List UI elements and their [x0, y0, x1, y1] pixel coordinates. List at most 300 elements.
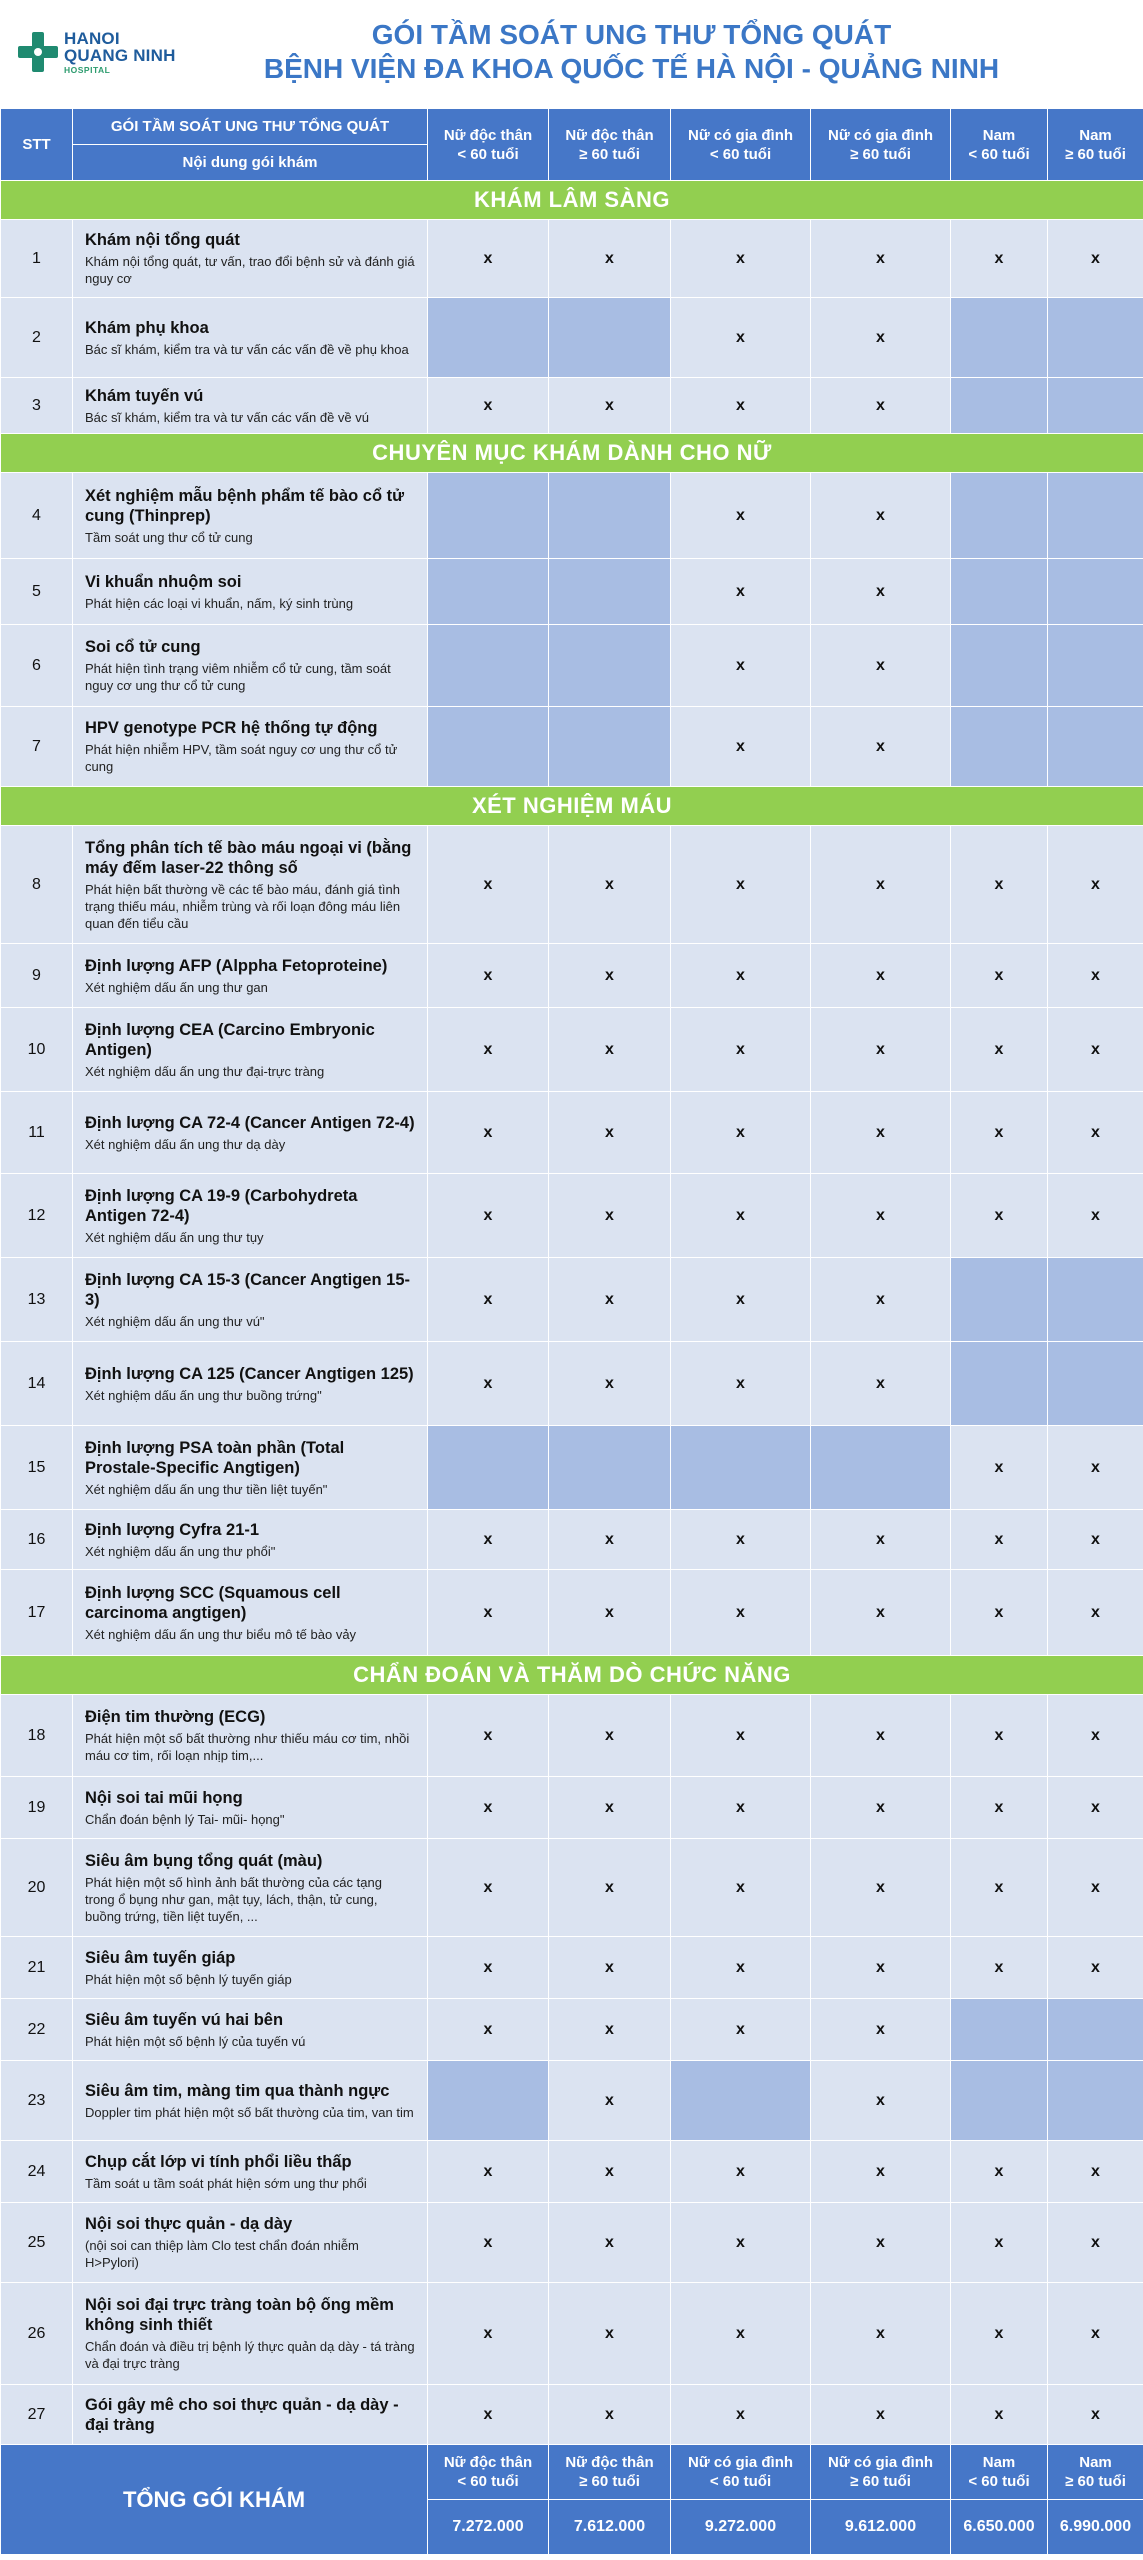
service-cell: [73, 1426, 428, 1510]
included-mark: x: [1048, 1092, 1143, 1174]
page-header: [0, 0, 1143, 108]
row-number: 19: [1, 1777, 73, 1839]
table-row: [1, 707, 1143, 787]
service-cell: [73, 2283, 428, 2385]
not-included-cell: [1048, 473, 1143, 559]
included-mark: x: [671, 473, 811, 559]
not-included-cell: [951, 298, 1048, 378]
service-description: Phát hiện một số bất thường như thiếu máu cơ tim, nhồi máu cơ tim, rối loạn nhịp tim,...: [85, 1731, 410, 1763]
included-mark: x: [1048, 1510, 1143, 1570]
included-mark: x: [811, 2061, 951, 2141]
included-mark: x: [1048, 220, 1143, 298]
included-mark: x: [549, 378, 671, 434]
not-included-cell: [951, 559, 1048, 625]
header-col-2: Nữ độc thân ≥ 60 tuổi: [549, 109, 671, 181]
included-mark: x: [951, 2283, 1048, 2385]
not-included-cell: [1048, 298, 1143, 378]
header-package: GÓI TẦM SOÁT UNG THƯ TỔNG QUÁT: [73, 109, 428, 145]
row-number: 7: [1, 707, 73, 787]
service-cell: [73, 1258, 428, 1342]
included-mark: x: [549, 2283, 671, 2385]
included-mark: x: [951, 944, 1048, 1008]
included-mark: x: [428, 220, 549, 298]
title-line-2: BỆNH VIỆN ĐA KHOA QUỐC TẾ HÀ NỘI - QUẢNG NINH: [263, 53, 1000, 84]
included-mark: x: [1048, 1426, 1143, 1510]
included-mark: x: [549, 2203, 671, 2283]
section-header: CHUYÊN MỤC KHÁM DÀNH CHO NỮ: [1, 434, 1143, 473]
service-name: Xét nghiệm mẫu bệnh phẩm tế bào cổ tử cung (Thinprep): [85, 486, 405, 525]
not-included-cell: [1048, 707, 1143, 787]
included-mark: x: [428, 826, 549, 944]
total-price-4: 9.612.000: [811, 2500, 951, 2555]
service-description: (nội soi can thiệp làm Clo test chẩn đoán nhiễm H>Pylori): [85, 2238, 359, 2270]
included-mark: x: [951, 2203, 1048, 2283]
included-mark: x: [1048, 2203, 1143, 2283]
service-name: Định lượng CA 125 (Cancer Angtigen 125): [85, 1364, 414, 1383]
included-mark: x: [549, 220, 671, 298]
included-mark: x: [671, 1695, 811, 1777]
not-included-cell: [428, 559, 549, 625]
service-description: Xét nghiệm dấu ấn ung thư buồng trứng": [85, 1387, 322, 1403]
included-mark: x: [1048, 1695, 1143, 1777]
service-description: Phát hiện một số bệnh lý của tuyến vú: [85, 2033, 306, 2049]
table-row: [1, 1999, 1143, 2061]
included-mark: x: [671, 378, 811, 434]
service-description: Xét nghiệm dấu ấn ung thư tiền liệt tuyến": [85, 1481, 328, 1497]
included-mark: x: [1048, 2385, 1143, 2445]
included-mark: x: [811, 298, 951, 378]
not-included-cell: [1048, 1999, 1143, 2061]
not-included-cell: [951, 625, 1048, 707]
service-cell: [73, 707, 428, 787]
included-mark: x: [549, 2061, 671, 2141]
service-name: Siêu âm tuyến vú hai bên: [85, 2010, 284, 2029]
included-mark: x: [671, 826, 811, 944]
not-included-cell: [951, 2061, 1048, 2141]
not-included-cell: [428, 707, 549, 787]
included-mark: x: [549, 1999, 671, 2061]
service-name: Định lượng PSA toàn phần (Total Prostale-Specific Angtigen): [85, 1438, 345, 1477]
included-mark: x: [811, 1342, 951, 1426]
table-row: [1, 2203, 1143, 2283]
service-description: Phát hiện một số bệnh lý tuyến giáp: [85, 1971, 292, 1987]
service-name: Vi khuẩn nhuộm soi: [85, 572, 242, 591]
service-cell: [73, 1570, 428, 1656]
included-mark: x: [549, 1570, 671, 1656]
service-name: Định lượng CEA (Carcino Embryonic Antigen): [85, 1020, 375, 1059]
included-mark: x: [671, 298, 811, 378]
row-number: 14: [1, 1342, 73, 1426]
included-mark: x: [428, 1258, 549, 1342]
included-mark: x: [811, 2385, 951, 2445]
row-number: 15: [1, 1426, 73, 1510]
service-cell: [73, 944, 428, 1008]
included-mark: x: [549, 2385, 671, 2445]
service-name: Nội soi tai mũi họng: [85, 1788, 243, 1807]
included-mark: x: [811, 1570, 951, 1656]
service-name: Siêu âm tuyến giáp: [85, 1948, 236, 1967]
logo-line-2: QUANG NINH: [64, 46, 176, 65]
included-mark: x: [671, 2203, 811, 2283]
included-mark: x: [549, 1092, 671, 1174]
table-row: [1, 2061, 1143, 2141]
not-included-cell: [951, 1999, 1048, 2061]
not-included-cell: [428, 473, 549, 559]
included-mark: x: [549, 1510, 671, 1570]
table-row: [1, 1092, 1143, 1174]
service-description: Xét nghiệm dấu ấn ung thư gan: [85, 979, 268, 995]
table-row: [1, 1510, 1143, 1570]
table-row: [1, 2385, 1143, 2445]
row-number: 3: [1, 378, 73, 434]
service-name: Chụp cắt lớp vi tính phổi liều thấp: [85, 2152, 352, 2171]
included-mark: x: [671, 1839, 811, 1937]
hospital-logo: [18, 30, 176, 75]
row-number: 11: [1, 1092, 73, 1174]
service-description: Xét nghiệm dấu ấn ung thư phổi": [85, 1543, 276, 1559]
included-mark: x: [671, 1174, 811, 1258]
total-header-col-3: Nữ có gia đình < 60 tuổi: [671, 2445, 811, 2500]
logo-line-1: HANOI: [64, 29, 120, 48]
not-included-cell: [1048, 2061, 1143, 2141]
included-mark: x: [951, 220, 1048, 298]
included-mark: x: [549, 1258, 671, 1342]
table-body: [1, 181, 1143, 2445]
header-col-5: Nam < 60 tuổi: [951, 109, 1048, 181]
included-mark: x: [951, 1426, 1048, 1510]
total-header-col-4: Nữ có gia đình ≥ 60 tuổi: [811, 2445, 951, 2500]
included-mark: x: [671, 625, 811, 707]
included-mark: x: [549, 944, 671, 1008]
service-cell: [73, 1839, 428, 1937]
included-mark: x: [671, 1258, 811, 1342]
not-included-cell: [428, 298, 549, 378]
service-cell: [73, 1777, 428, 1839]
total-header-col-6: Nam ≥ 60 tuổi: [1048, 2445, 1143, 2500]
included-mark: x: [811, 1999, 951, 2061]
not-included-cell: [671, 1426, 811, 1510]
row-number: 4: [1, 473, 73, 559]
included-mark: x: [811, 944, 951, 1008]
service-description: Phát hiện một số hình ảnh bất thường của các tạng trong ổ bụng như gan, mật tụy, lách, thận, tử cung, buồng trứng, tiền liệt tuyến, ...: [85, 1874, 382, 1924]
table-row: [1, 826, 1143, 944]
not-included-cell: [428, 1426, 549, 1510]
service-name: Khám phụ khoa: [85, 318, 209, 337]
row-number: 12: [1, 1174, 73, 1258]
service-description: Xét nghiệm dấu ấn ung thư biểu mô tế bào vảy: [85, 1626, 357, 1642]
service-name: Khám nội tổng quát: [85, 231, 240, 249]
included-mark: x: [951, 1008, 1048, 1092]
total-price-5: 6.650.000: [951, 2500, 1048, 2555]
included-mark: x: [811, 625, 951, 707]
included-mark: x: [428, 378, 549, 434]
service-name: Nội soi đại trực tràng toàn bộ ống mềm không sinh thiết: [85, 2296, 394, 2334]
table-row: [1, 1342, 1143, 1426]
included-mark: x: [428, 1570, 549, 1656]
service-name: Siêu âm bụng tổng quát (màu): [85, 1851, 323, 1870]
not-included-cell: [1048, 559, 1143, 625]
service-cell: [73, 298, 428, 378]
not-included-cell: [549, 559, 671, 625]
included-mark: x: [811, 1937, 951, 1999]
included-mark: x: [671, 1937, 811, 1999]
not-included-cell: [951, 707, 1048, 787]
included-mark: x: [428, 2203, 549, 2283]
included-mark: x: [1048, 2141, 1143, 2203]
included-mark: x: [671, 944, 811, 1008]
table-row: [1, 1839, 1143, 1937]
included-mark: x: [951, 1695, 1048, 1777]
service-description: Phát hiện nhiễm HPV, tầm soát nguy cơ ung thư cổ tử cung: [85, 742, 398, 774]
service-name: Soi cổ tử cung: [85, 638, 201, 656]
included-mark: x: [671, 1342, 811, 1426]
included-mark: x: [428, 944, 549, 1008]
included-mark: x: [811, 826, 951, 944]
row-number: 25: [1, 2203, 73, 2283]
service-cell: [73, 2061, 428, 2141]
not-included-cell: [1048, 378, 1143, 434]
included-mark: x: [951, 1777, 1048, 1839]
not-included-cell: [549, 707, 671, 787]
included-mark: x: [428, 2141, 549, 2203]
included-mark: x: [1048, 1008, 1143, 1092]
included-mark: x: [951, 1839, 1048, 1937]
service-name: Khám tuyến vú: [85, 386, 204, 405]
not-included-cell: [1048, 1258, 1143, 1342]
service-cell: [73, 1999, 428, 2061]
included-mark: x: [1048, 944, 1143, 1008]
included-mark: x: [671, 1570, 811, 1656]
included-mark: x: [811, 2141, 951, 2203]
service-cell: [73, 1937, 428, 1999]
row-number: 21: [1, 1937, 73, 1999]
service-cell: [73, 378, 428, 434]
total-price-1: 7.272.000: [428, 2500, 549, 2555]
included-mark: x: [811, 2283, 951, 2385]
included-mark: x: [811, 1695, 951, 1777]
service-description: Phát hiện tình trạng viêm nhiễm cổ tử cung, tầm soát nguy cơ ung thư cổ tử cung: [85, 661, 391, 693]
included-mark: x: [428, 1008, 549, 1092]
title-line-1: GÓI TẦM SOÁT UNG THƯ TỔNG QUÁT: [371, 19, 892, 50]
included-mark: x: [549, 1839, 671, 1937]
included-mark: x: [549, 1937, 671, 1999]
not-included-cell: [951, 473, 1048, 559]
service-name: Định lượng Cyfra 21-1: [85, 1520, 260, 1539]
header-content: Nội dung gói khám: [73, 145, 428, 181]
included-mark: x: [671, 707, 811, 787]
included-mark: x: [428, 1342, 549, 1426]
not-included-cell: [951, 378, 1048, 434]
included-mark: x: [811, 1510, 951, 1570]
included-mark: x: [549, 1008, 671, 1092]
included-mark: x: [428, 1999, 549, 2061]
included-mark: x: [428, 2385, 549, 2445]
row-number: 8: [1, 826, 73, 944]
table-row: [1, 1008, 1143, 1092]
included-mark: x: [811, 707, 951, 787]
included-mark: x: [1048, 1937, 1143, 1999]
not-included-cell: [1048, 1342, 1143, 1426]
not-included-cell: [1048, 625, 1143, 707]
total-price-2: 7.612.000: [549, 2500, 671, 2555]
service-description: Bác sĩ khám, kiểm tra và tư vấn các vấn đề về vú: [85, 409, 369, 425]
service-description: Xét nghiệm dấu ấn ung thư đại-trực tràng: [85, 1063, 325, 1079]
included-mark: x: [549, 2141, 671, 2203]
service-name: Gói gây mê cho soi thực quản - dạ dày - đại tràng: [85, 2395, 399, 2434]
table-row: [1, 2141, 1143, 2203]
row-number: 2: [1, 298, 73, 378]
included-mark: x: [428, 1777, 549, 1839]
included-mark: x: [671, 220, 811, 298]
included-mark: x: [811, 2203, 951, 2283]
table-row: [1, 2283, 1143, 2385]
included-mark: x: [549, 1695, 671, 1777]
service-name: Nội soi thực quản - dạ dày: [85, 2215, 293, 2233]
included-mark: x: [811, 1008, 951, 1092]
included-mark: x: [671, 1999, 811, 2061]
total-header-col-5: Nam < 60 tuổi: [951, 2445, 1048, 2500]
row-number: 5: [1, 559, 73, 625]
table-row: [1, 378, 1143, 434]
service-cell: [73, 1342, 428, 1426]
included-mark: x: [428, 1510, 549, 1570]
included-mark: x: [811, 1258, 951, 1342]
included-mark: x: [811, 1174, 951, 1258]
table-row: [1, 1695, 1143, 1777]
included-mark: x: [549, 1342, 671, 1426]
service-description: Bác sĩ khám, kiểm tra và tư vấn các vấn đề về phụ khoa: [85, 341, 409, 357]
included-mark: x: [428, 2283, 549, 2385]
row-number: 1: [1, 220, 73, 298]
included-mark: x: [671, 1777, 811, 1839]
service-description: Phát hiện các loại vi khuẩn, nấm, ký sinh trùng: [85, 595, 354, 611]
service-cell: [73, 473, 428, 559]
not-included-cell: [549, 473, 671, 559]
included-mark: x: [1048, 2283, 1143, 2385]
total-header-col-2: Nữ độc thân ≥ 60 tuổi: [549, 2445, 671, 2500]
row-number: 20: [1, 1839, 73, 1937]
service-name: Điện tim thường (ECG): [85, 1708, 266, 1726]
included-mark: x: [428, 1174, 549, 1258]
table-row: [1, 944, 1143, 1008]
included-mark: x: [811, 378, 951, 434]
not-included-cell: [671, 2061, 811, 2141]
included-mark: x: [671, 1008, 811, 1092]
table-row: [1, 1258, 1143, 1342]
service-description: Chẩn đoán bệnh lý Tai- mũi- họng": [85, 1811, 285, 1827]
included-mark: x: [549, 1777, 671, 1839]
service-description: Xét nghiệm dấu ấn ung thư vú": [85, 1313, 265, 1329]
total-price-6: 6.990.000: [1048, 2500, 1143, 2555]
table-row: [1, 220, 1143, 298]
row-number: 23: [1, 2061, 73, 2141]
not-included-cell: [951, 1342, 1048, 1426]
service-cell: [73, 2141, 428, 2203]
service-cell: [73, 2203, 428, 2283]
service-description: Xét nghiệm dấu ấn ung thư tụy: [85, 1229, 264, 1245]
service-name: Định lượng CA 19-9 (Carbohydreta Antigen 72-4): [85, 1186, 358, 1225]
row-number: 16: [1, 1510, 73, 1570]
included-mark: x: [811, 1777, 951, 1839]
service-name: Định lượng CA 72-4 (Cancer Antigen 72-4): [85, 1113, 415, 1132]
included-mark: x: [1048, 826, 1143, 944]
service-name: HPV genotype PCR hệ thống tự động: [85, 719, 378, 737]
row-number: 9: [1, 944, 73, 1008]
header-col-6: Nam ≥ 60 tuổi: [1048, 109, 1143, 181]
not-included-cell: [951, 1258, 1048, 1342]
included-mark: x: [1048, 1839, 1143, 1937]
included-mark: x: [428, 1092, 549, 1174]
included-mark: x: [951, 1092, 1048, 1174]
row-number: 26: [1, 2283, 73, 2385]
included-mark: x: [549, 826, 671, 944]
total-price-3: 9.272.000: [671, 2500, 811, 2555]
included-mark: x: [811, 473, 951, 559]
included-mark: x: [671, 2385, 811, 2445]
service-description: Tầm soát ung thư cổ tử cung: [85, 529, 253, 545]
included-mark: x: [428, 1839, 549, 1937]
included-mark: x: [811, 1839, 951, 1937]
not-included-cell: [549, 625, 671, 707]
included-mark: x: [549, 1174, 671, 1258]
included-mark: x: [671, 1510, 811, 1570]
service-cell: [73, 559, 428, 625]
header-stt: STT: [1, 109, 73, 181]
table-row: [1, 1174, 1143, 1258]
service-description: Chẩn đoán và điều trị bệnh lý thực quản dạ dày - tá tràng và đại trực tràng: [85, 2339, 415, 2371]
header-col-4: Nữ có gia đình ≥ 60 tuổi: [811, 109, 951, 181]
medical-cross-icon: [18, 32, 58, 72]
included-mark: x: [951, 826, 1048, 944]
service-description: Xét nghiệm dấu ấn ung thư dạ dày: [85, 1136, 286, 1152]
section-header: KHÁM LÂM SÀNG: [1, 181, 1143, 220]
table-row: [1, 473, 1143, 559]
included-mark: x: [671, 559, 811, 625]
row-number: 13: [1, 1258, 73, 1342]
included-mark: x: [671, 2141, 811, 2203]
service-cell: [73, 1092, 428, 1174]
logo-line-3: HOSPITAL: [64, 65, 111, 75]
section-header: CHẨN ĐOÁN VÀ THĂM DÒ CHỨC NĂNG: [1, 1656, 1143, 1695]
table-row: [1, 625, 1143, 707]
not-included-cell: [428, 2061, 549, 2141]
row-number: 27: [1, 2385, 73, 2445]
row-number: 24: [1, 2141, 73, 2203]
not-included-cell: [811, 1426, 951, 1510]
service-cell: [73, 1510, 428, 1570]
header-col-3: Nữ có gia đình < 60 tuổi: [671, 109, 811, 181]
included-mark: x: [671, 2283, 811, 2385]
included-mark: x: [428, 1937, 549, 1999]
service-cell: [73, 1174, 428, 1258]
included-mark: x: [951, 1570, 1048, 1656]
included-mark: x: [951, 1510, 1048, 1570]
table-row: [1, 1570, 1143, 1656]
table-row: [1, 559, 1143, 625]
row-number: 10: [1, 1008, 73, 1092]
table-row: [1, 1777, 1143, 1839]
total-label: TỔNG GÓI KHÁM: [1, 2445, 428, 2555]
header-col-1: Nữ độc thân < 60 tuổi: [428, 109, 549, 181]
table-row: [1, 1426, 1143, 1510]
included-mark: x: [1048, 1174, 1143, 1258]
service-description: Khám nội tổng quát, tư vấn, trao đổi bệnh sử và đánh giá nguy cơ: [85, 254, 415, 286]
section-header: XÉT NGHIỆM MÁU: [1, 787, 1143, 826]
service-name: Định lượng AFP (Alppha Fetoproteine): [85, 956, 388, 975]
not-included-cell: [549, 298, 671, 378]
package-table: [0, 108, 1143, 2555]
included-mark: x: [951, 2385, 1048, 2445]
